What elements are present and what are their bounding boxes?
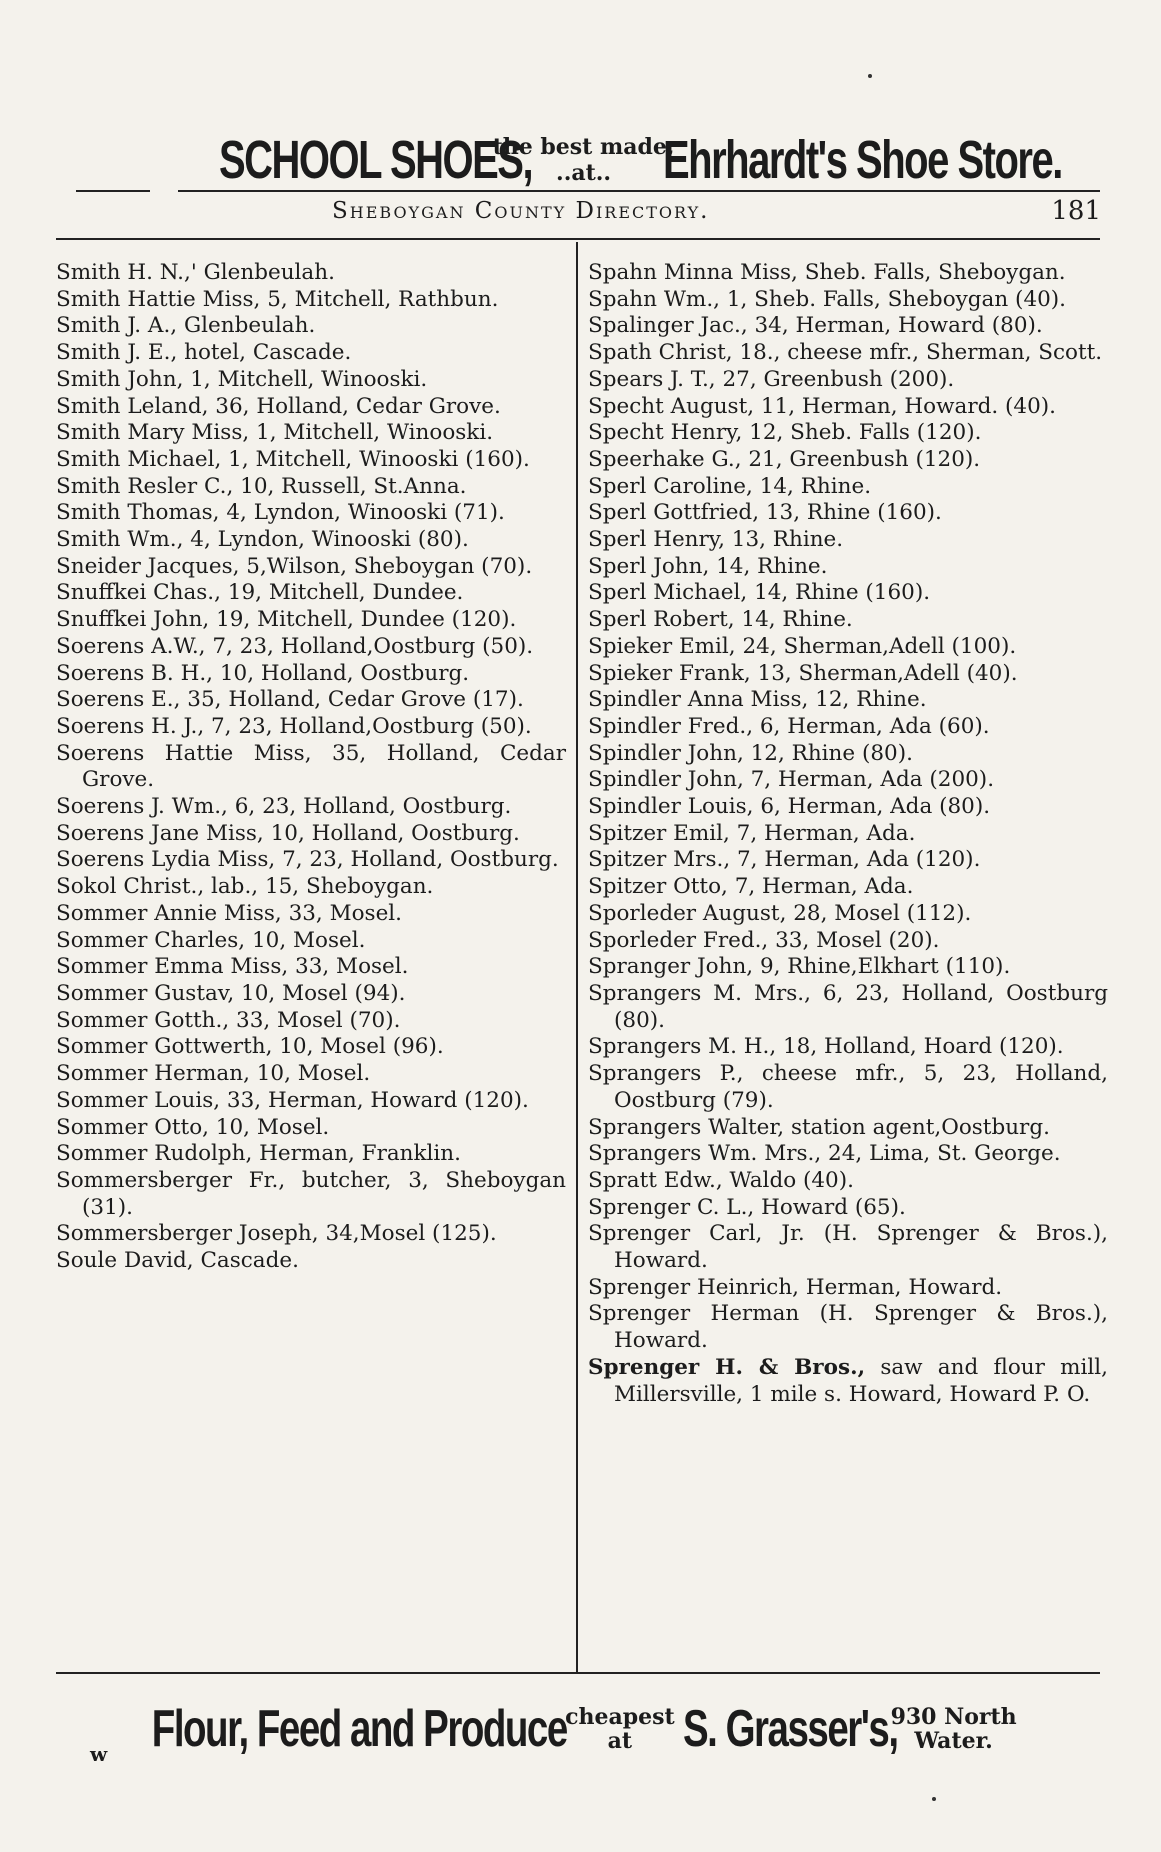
- directory-entry: Spratt Edw., Waldo (40).: [588, 1167, 854, 1193]
- directory-entry: Smith Leland, 36, Holland, Cedar Grove.: [56, 393, 501, 419]
- directory-entry: Smith Resler C., 10, Russell, St.Anna.: [56, 473, 467, 499]
- directory-entry: Sperl Caroline, 14, Rhine.: [588, 473, 872, 499]
- bottom-ad-small1-top: cheapest: [565, 1704, 675, 1730]
- directory-entry: Smith Hattie Miss, 5, Mitchell, Rathbun.: [56, 286, 499, 312]
- directory-entry: Sommer Louis, 33, Herman, Howard (120).: [56, 1087, 529, 1113]
- directory-entry: Sommer Annie Miss, 33, Mosel.: [56, 900, 403, 926]
- directory-entry: Sneider Jacques, 5,Wilson, Sheboygan (70).: [56, 553, 533, 579]
- directory-entry: Soerens Hattie Miss, 35, Holland, Cedar Grove.: [56, 740, 566, 793]
- directory-entry: Spranger John, 9, Rhine,Elkhart (110).: [588, 954, 1011, 980]
- directory-entry: Sommer Rudolph, Herman, Franklin.: [56, 1141, 461, 1167]
- directory-entry: Sporleder Fred., 33, Mosel (20).: [588, 927, 940, 953]
- directory-entry: Soerens A.W., 7, 23, Holland,Oostburg (50).: [56, 633, 534, 659]
- bottom-ad-mid-text: S. Grasser's,: [682, 1700, 898, 1758]
- directory-entry: Sokol Christ., lab., 15, Sheboygan.: [56, 874, 434, 900]
- directory-entry: Snuffkei Chas., 19, Mitchell, Dundee.: [56, 580, 464, 606]
- directory-entry: Spitzer Mrs., 7, Herman, Ada (120).: [588, 847, 981, 873]
- directory-entry: Speerhake G., 21, Greenbush (120).: [588, 446, 981, 472]
- column-divider: [576, 242, 578, 1672]
- directory-entry: Sprenger Heinrich, Herman, Howard.: [588, 1274, 1003, 1300]
- directory-entry: Smith J. E., hotel, Cascade.: [56, 340, 352, 366]
- directory-entry: Soerens J. Wm., 6, 23, Holland, Oostburg.: [56, 794, 512, 820]
- directory-entry: Sprenger Herman (H. Sprenger & Bros.), Howard.: [588, 1301, 1108, 1354]
- directory-entry: Sprenger C. L., Howard (65).: [588, 1194, 906, 1220]
- directory-entry: Sprenger Carl, Jr. (H. Sprenger & Bros.), Howard.: [588, 1221, 1108, 1274]
- bottom-ad-small2-bottom: Water.: [914, 1728, 993, 1754]
- bottom-ad-small-stack-1: [565, 1705, 675, 1753]
- top-ad-small-top: the best made,: [492, 134, 675, 160]
- directory-entry: Spalinger Jac., 34, Herman, Howard (80).: [588, 313, 1043, 339]
- directory-entry: Sprangers M. Mrs., 6, 23, Holland, Oostburg (80).: [588, 980, 1108, 1033]
- directory-entry: Smith Wm., 4, Lyndon, Winooski (80).: [56, 527, 469, 553]
- directory-entry: Soerens Jane Miss, 10, Holland, Oostburg.: [56, 820, 520, 846]
- directory-entry: Specht Henry, 12, Sheb. Falls (120).: [588, 420, 982, 446]
- directory-entry: Spindler Anna Miss, 12, Rhine.: [588, 687, 927, 713]
- directory-entry: Soerens E., 35, Holland, Cedar Grove (17).: [56, 687, 524, 713]
- directory-entry: Sporleder August, 28, Mosel (112).: [588, 900, 972, 926]
- top-rule: [178, 190, 1100, 192]
- right-column: [588, 260, 1108, 1408]
- directory-entry: Smith Thomas, 4, Lyndon, Winooski (71).: [56, 500, 505, 526]
- bottom-ad-left-text: Flour, Feed and Produce: [152, 1700, 568, 1758]
- directory-entry: Sprangers P., cheese mfr., 5, 23, Holland, Oostburg (79).: [588, 1061, 1108, 1113]
- directory-entry: Specht August, 11, Herman, Howard. (40).: [588, 393, 1056, 419]
- directory-entry: Sperl Michael, 14, Rhine (160).: [588, 580, 931, 606]
- directory-entry: Sommer Emma Miss, 33, Mosel.: [56, 954, 409, 980]
- directory-entry: Smith J. A., Glenbeulah.: [56, 313, 316, 339]
- directory-entry: Spahn Wm., 1, Sheb. Falls, Sheboygan (40).: [588, 286, 1067, 312]
- directory-entry: Smith Mary Miss, 1, Mitchell, Winooski.: [56, 420, 494, 446]
- directory-entry: Spieker Frank, 13, Sherman,Adell (40).: [588, 660, 1018, 686]
- directory-entry: Smith John, 1, Mitchell, Winooski.: [56, 366, 428, 392]
- directory-entry: Spath Christ, 18., cheese mfr., Sherman, Scott.: [588, 340, 1103, 366]
- directory-entry: Spindler Louis, 6, Herman, Ada (80).: [588, 794, 991, 820]
- directory-entry: Sommer Charles, 10, Mosel.: [56, 927, 366, 953]
- directory-entry: Spieker Emil, 24, Sherman,Adell (100).: [588, 633, 1017, 659]
- directory-entry: Sperl Robert, 14, Rhine.: [588, 607, 853, 633]
- directory-entry: Sprangers Wm. Mrs., 24, Lima, St. George.: [588, 1141, 1061, 1167]
- page-header-title: Sheboygan County Directory.: [332, 198, 710, 224]
- directory-entry: Snuffkei John, 19, Mitchell, Dundee (120).: [56, 607, 517, 633]
- bottom-ad-small2-top: 930 North: [890, 1704, 1017, 1730]
- bottom-ad-small-stack-2: [891, 1705, 1017, 1753]
- directory-entry: Sommer Herman, 10, Mosel.: [56, 1061, 371, 1087]
- bottom-ad-small1-bottom: at: [607, 1728, 633, 1754]
- directory-entry: Sommersberger Fr., butcher, 3, Sheboygan (31).: [56, 1167, 566, 1220]
- print-speck: [932, 1797, 936, 1801]
- top-ad-small-bottom: ..at..: [556, 160, 612, 186]
- directory-entry: Sprangers Walter, station agent,Oostburg.: [588, 1114, 1050, 1140]
- directory-entry: Sommer Otto, 10, Mosel.: [56, 1114, 330, 1140]
- bottom-rule: [56, 1672, 1100, 1674]
- footer-signature-letter: w: [90, 1742, 108, 1766]
- directory-entry: Smith H. N.,' Glenbeulah.: [56, 260, 335, 285]
- directory-entry: Sommersberger Joseph, 34,Mosel (125).: [56, 1221, 497, 1247]
- directory-entry: Spahn Minna Miss, Sheb. Falls, Sheboygan.: [588, 260, 1066, 285]
- page-number: 181: [1051, 196, 1101, 226]
- directory-entry: Spitzer Otto, 7, Herman, Ada.: [588, 874, 914, 900]
- directory-entry: Spindler John, 7, Herman, Ada (200).: [588, 767, 995, 793]
- directory-entry: Soerens H. J., 7, 23, Holland,Oostburg (50).: [56, 713, 532, 739]
- featured-entry-detail: saw and flour mill, Millersville, 1 mile s. Howard, Howard P. O.: [614, 1354, 1108, 1407]
- directory-entry: Sprangers M. H., 18, Holland, Hoard (120).: [588, 1034, 1064, 1060]
- directory-entry: Sommer Gotth., 33, Mosel (70).: [56, 1007, 401, 1033]
- directory-entry: Sperl John, 14, Rhine.: [588, 553, 828, 579]
- directory-entry: Sommer Gottwerth, 10, Mosel (96).: [56, 1034, 444, 1060]
- directory-entry-featured: [588, 1355, 1108, 1408]
- bottom-advertisement: [0, 1688, 1161, 1770]
- directory-entry: Soerens B. H., 10, Holland, Oostburg.: [56, 660, 470, 686]
- top-ad-left-text: SCHOOL SHOES,: [219, 130, 533, 190]
- left-column: [56, 260, 566, 1275]
- top-rule-left: [76, 190, 150, 192]
- top-ad-right-text: Ehrhardt's Shoe Store.: [662, 130, 1062, 190]
- directory-entry: Smith Michael, 1, Mitchell, Winooski (160).: [56, 446, 530, 472]
- directory-entry: Spitzer Emil, 7, Herman, Ada.: [588, 820, 916, 846]
- featured-entry-name: Sprenger H. & Bros.,: [588, 1354, 866, 1380]
- directory-entry: Spears J. T., 27, Greenbush (200).: [588, 366, 955, 392]
- print-speck: [868, 74, 872, 78]
- directory-entry: Spindler Fred., 6, Herman, Ada (60).: [588, 713, 990, 739]
- directory-entry: Spindler John, 12, Rhine (80).: [588, 740, 913, 766]
- directory-entry: Sperl Henry, 13, Rhine.: [588, 527, 844, 553]
- directory-entry: Sommer Gustav, 10, Mosel (94).: [56, 980, 406, 1006]
- header-rule: [56, 238, 1100, 240]
- directory-entry: Soule David, Cascade.: [56, 1248, 299, 1274]
- directory-entry: Sperl Gottfried, 13, Rhine (160).: [588, 500, 942, 526]
- directory-entry: Soerens Lydia Miss, 7, 23, Holland, Oostburg.: [56, 847, 559, 873]
